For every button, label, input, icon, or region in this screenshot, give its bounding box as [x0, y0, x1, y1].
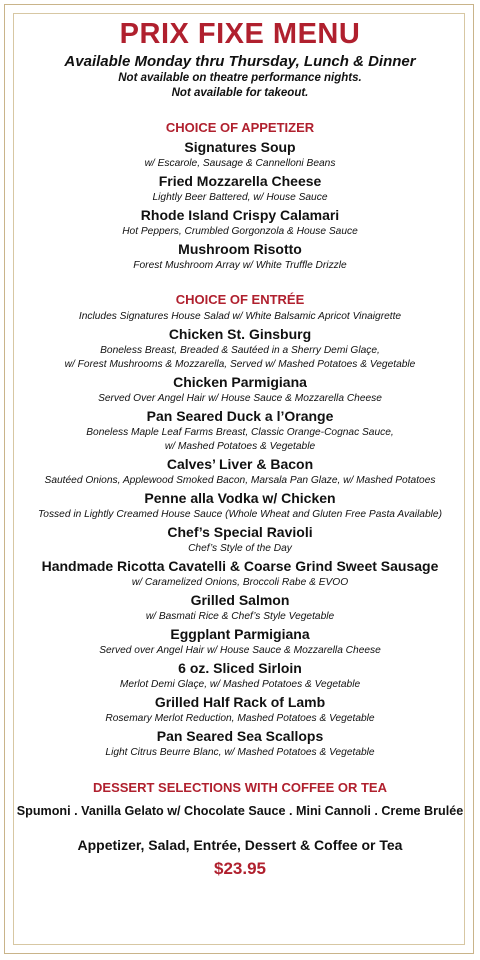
menu-item: [0, 206, 480, 239]
availability-line: Available Monday thru Thursday, Lunch & Dinner: [64, 53, 416, 70]
item-description: Merlot Demi Glaçe, w/ Mashed Potatoes & Vegetable: [119, 679, 361, 690]
item-name: Pan Seared Sea Scallops: [156, 728, 324, 744]
entree-section: [0, 291, 480, 760]
menu-price: $23.95: [214, 859, 266, 878]
item-description: Served Over Angel Hair w/ House Sauce & Mozzarella Cheese: [98, 393, 382, 404]
menu-note: Not available on theatre performance nights.: [118, 72, 362, 84]
menu-item: [0, 455, 480, 488]
dessert-heading: DESSERT SELECTIONS WITH COFFEE OR TEA: [93, 780, 387, 795]
item-description: Chef’s Style of the Day: [188, 543, 292, 554]
menu-item: [0, 727, 480, 760]
item-name: Fried Mozzarella Cheese: [158, 173, 322, 189]
item-name: Signatures Soup: [184, 139, 296, 155]
item-description: Hot Peppers, Crumbled Gorgonzola & House Sauce: [122, 226, 358, 237]
appetizer-heading: CHOICE OF APPETIZER: [165, 120, 315, 135]
item-name: Pan Seared Duck a l’Orange: [146, 408, 334, 424]
item-name: Eggplant Parmigiana: [170, 626, 310, 642]
dessert-section: [0, 779, 480, 820]
appetizer-section: [0, 119, 480, 273]
item-name: Grilled Half Rack of Lamb: [154, 694, 326, 710]
item-description: w/ Escarole, Sausage & Cannelloni Beans: [144, 158, 336, 169]
entree-intro: Includes Signatures House Salad w/ White Balsamic Apricot Vinaigrette: [78, 311, 402, 322]
entree-heading: CHOICE OF ENTRÉE: [175, 292, 305, 307]
item-name: Chef’s Special Ravioli: [167, 524, 313, 540]
menu-note: Not available for takeout.: [171, 87, 309, 99]
dessert-list: Spumoni . Vanilla Gelato w/ Chocolate Sauce . Mini Cannoli . Creme Brulée: [16, 804, 464, 818]
menu-item: [0, 659, 480, 692]
menu-item: [0, 489, 480, 522]
item-name: Calves’ Liver & Bacon: [166, 456, 314, 472]
menu-item: [0, 693, 480, 726]
item-description: Sautéed Onions, Applewood Smoked Bacon, Marsala Pan Glaze, w/ Mashed Potatoes: [44, 475, 436, 486]
item-description: Lightly Beer Battered, w/ House Sauce: [152, 192, 328, 203]
prix-fixe-menu: [0, 18, 480, 880]
menu-item: [0, 240, 480, 273]
item-description: Forest Mushroom Array w/ White Truffle Drizzle: [133, 260, 347, 271]
item-name: Rhode Island Crispy Calamari: [140, 207, 340, 223]
menu-item: [0, 557, 480, 590]
item-description: Boneless Maple Leaf Farms Breast, Classic Orange-Cognac Sauce,: [86, 427, 394, 438]
item-description: Light Citrus Beurre Blanc, w/ Mashed Potatoes & Vegetable: [105, 747, 375, 758]
menu-item: [0, 523, 480, 556]
item-description: w/ Forest Mushrooms & Mozzarella, Served w/ Mashed Potatoes & Vegetable: [64, 359, 416, 370]
menu-title: PRIX FIXE MENU: [119, 18, 361, 50]
item-description: Tossed in Lightly Creamed House Sauce (Whole Wheat and Gluten Free Pasta Available): [38, 509, 442, 520]
item-name: Mushroom Risotto: [178, 241, 302, 257]
item-name: Handmade Ricotta Cavatelli & Coarse Grind Sweet Sausage: [41, 558, 439, 574]
menu-item: [0, 138, 480, 171]
item-name: Chicken St. Ginsburg: [168, 326, 312, 342]
menu-item: [0, 373, 480, 406]
menu-item: [0, 625, 480, 658]
item-description: w/ Caramelized Onions, Broccoli Rabe & EVOO: [131, 577, 349, 588]
item-description: w/ Basmati Rice & Chef’s Style Vegetable: [145, 611, 335, 622]
course-summary: Appetizer, Salad, Entrée, Dessert & Coffee or Tea: [77, 837, 403, 853]
item-name: 6 oz. Sliced Sirloin: [178, 660, 302, 676]
item-description: w/ Mashed Potatoes & Vegetable: [164, 441, 316, 452]
item-description: Rosemary Merlot Reduction, Mashed Potatoes & Vegetable: [105, 713, 375, 724]
item-name: Penne alla Vodka w/ Chicken: [144, 490, 336, 506]
menu-item: [0, 325, 480, 372]
item-description: Served over Angel Hair w/ House Sauce & Mozzarella Cheese: [99, 645, 381, 656]
item-description: Boneless Breast, Breaded & Sautéed in a Sherry Demi Glaçe,: [100, 345, 380, 356]
menu-item: [0, 172, 480, 205]
item-name: Chicken Parmigiana: [173, 374, 307, 390]
menu-item: [0, 591, 480, 624]
item-name: Grilled Salmon: [190, 592, 290, 608]
menu-item: [0, 407, 480, 454]
